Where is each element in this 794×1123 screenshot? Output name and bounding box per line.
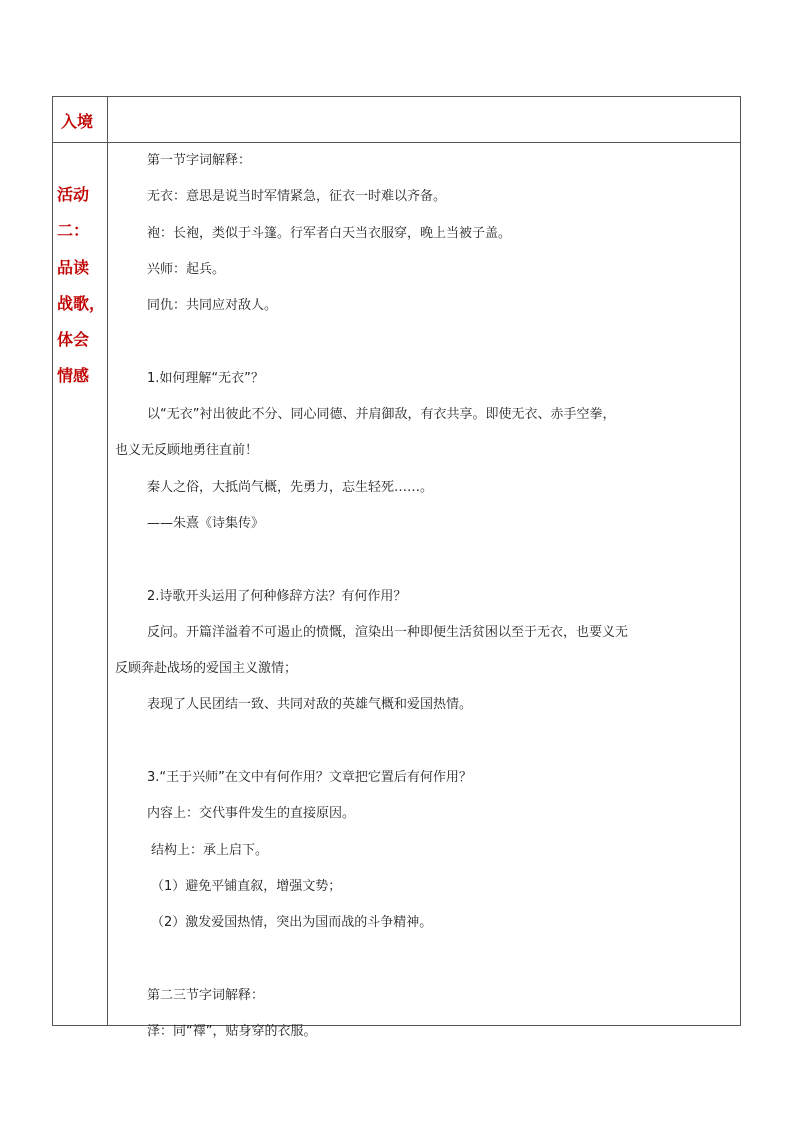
lesson-table	[52, 96, 741, 1040]
activity-label-line: 品读	[57, 257, 90, 277]
quote-text: 秦人之俗，大抵尚气概，先勇力，忘生轻死……。	[147, 479, 434, 495]
answer-1-line2: 也义无反顾地勇往直前！	[115, 443, 259, 459]
answer-1-line1: 以“无衣”衬出彼此不分、同心同德、并肩御敌，有衣共享。即使无衣、赤手空拳，	[147, 407, 616, 423]
activity-label-line: 战歌，	[57, 293, 106, 313]
definition-pao: 袍：长袍，类似于斗篷。行军者白天当衣服穿，晚上当被子盖。	[147, 225, 512, 241]
question-2: 2.诗歌开头运用了何种修辞方法？有何作用？	[147, 588, 407, 604]
answer-2-line3: 表现了人民团结一致、共同对敌的英雄气概和爱国热情。	[147, 697, 473, 713]
definition-ze: 泽：同“襗”，贴身穿的衣服。	[147, 1024, 317, 1040]
question-1: 1.如何理解“无衣”？	[147, 370, 264, 386]
answer-3-content: 内容上：交代事件发生的直接原因。	[147, 806, 356, 822]
activity-label-line: 体会	[57, 330, 90, 350]
table-header-row	[53, 97, 740, 143]
spacer	[113, 724, 735, 760]
definition-tongchou: 同仇：共同应对敌人。	[147, 298, 278, 314]
spacer	[113, 942, 735, 978]
section2-heading: 第二三节字词解释：	[147, 987, 265, 1003]
activity-content	[113, 143, 735, 1050]
definition-xingshi: 兴师：起兵。	[147, 261, 226, 277]
question-3: 3.“王于兴师”在文中有何作用？文章把它置后有何作用？	[147, 770, 472, 786]
answer-3-structure: 结构上：承上启下。	[151, 842, 269, 858]
quote-source: ——朱熹《诗集传》	[147, 515, 265, 531]
spacer	[113, 324, 735, 360]
answer-3-point1: （1）避免平铺直叙，增强文势；	[151, 878, 342, 894]
answer-3-point2: （2）激发爱国热情，突出为国而战的斗争精神。	[151, 915, 433, 931]
answer-2-line2: 反顾奔赴战场的爱国主义激情；	[115, 661, 298, 677]
activity-label-line: 二：	[57, 221, 90, 241]
section1-heading: 第一节字词解释：	[147, 153, 252, 168]
activity-label-line: 情感	[57, 366, 90, 386]
column-divider	[107, 97, 108, 1025]
activity-label-line: 活动	[57, 185, 90, 204]
answer-2-line1: 反问。开篇洋溢着不可遏止的愤慨，渲染出一种即便生活贫困以至于无衣，也要义无	[147, 624, 629, 640]
spacer	[113, 542, 735, 578]
definition-wuyi: 无衣：意思是说当时军情紧急，征衣一时难以齐备。	[147, 189, 447, 205]
top-row-label: 入境	[61, 112, 94, 131]
activity-label	[57, 177, 105, 395]
